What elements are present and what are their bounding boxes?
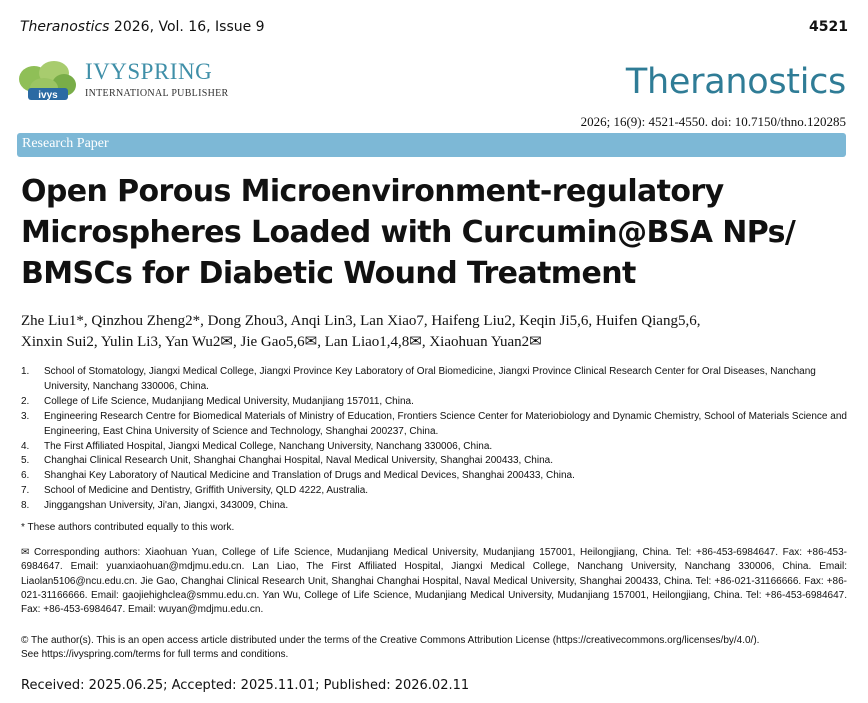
affiliation-item: 8. Jinggangshan University, Ji'an, Jiangxi, 343009, China. [21,500,289,512]
title-line: Open Porous Microenvironment-regulatory [21,174,724,209]
affiliation-list [21,365,851,514]
citation: 2026; 16(9): 4521-4550. doi: 10.7150/thno.120285 [580,114,846,129]
corresponding-authors: ✉ Corresponding authors: Xiaohuan Yuan, College of Life Science, Mudanjiang Medical University, Mudanjiang 157001, Heilongjiang, China. Tel: +86-453-6984647. Fax: +86-453-6984647. Email: yuanxiaohuan@mdjmu.edu.cn. Lan Liao, The First Affiliated Hospital, Jiangxi Medical College, Nanchang University, Nanchang 330006, China. Email: Liaolan5106@ncu.edu.cn. Jie Gao, Changhai Clinical Research Unit, Shanghai Changhai Hospital, Naval Medical University, Shanghai 200433, China. Tel: +86-021-31166666. Fax: +86-021-31166666. Email: gaojiehighclea@smmu.edu.cn. Yan Wu, College of Life Science, Mudanjiang Medical University, Mudanjiang 157001, Heilongjiang, China. Tel: +86-453-6984647. Fax: +86-453-6984647. Email: wuyan@mdjmu.edu.cn. [21,547,847,616]
publisher-name: IVYSPRING [85,59,213,84]
publisher-subtitle: INTERNATIONAL PUBLISHER [85,88,229,99]
equal-contribution-note: * These authors contributed equally to this work. [21,522,235,533]
title-line: BMSCs for Diabetic Wound Treatment [21,256,636,291]
author-line: Zhe Liu1*, Qinzhou Zheng2*, Dong Zhou3, Anqi Lin3, Lan Xiao7, Haifeng Liu2, Keqin Ji5,6, Huifen Qiang5,6, [21,313,701,329]
running-head [20,19,848,39]
title-line: Microspheres Loaded with Curcumin@BSA NPs/ [21,215,796,250]
article-type-bar [17,133,846,157]
page-number: 4521 [809,19,848,35]
paper-title [21,171,841,294]
article-type: Research Paper [22,136,109,151]
affiliation-item: 2. College of Life Science, Mudanjiang Medical University, Mudanjiang 157011, China. [21,395,414,407]
author-line: Xinxin Sui2, Yulin Li3, Yan Wu2✉, Jie Gao5,6✉, Lan Liao1,4,8✉, Xiaohuan Yuan2✉ [21,334,542,350]
running-head-volume: 2026, Vol. 16, Issue 9 [109,19,265,35]
publisher-logo [14,58,229,104]
running-head-journal: Theranostics [20,19,110,35]
license-notice [21,634,847,663]
journal-brand: Theranostics [625,62,846,102]
affiliation-item: 1. School of Stomatology, Jiangxi Medical College, Jiangxi Province Key Laboratory of Oral Biomedicine, Jiangxi Province Clinical Research Center for Oral Diseases, Nanchang University, Nanchang 330006, China. [21,366,816,392]
publication-dates: Received: 2025.06.25; Accepted: 2025.11.01; Published: 2026.02.11 [21,678,470,693]
affiliation-item: 6. Shanghai Key Laboratory of Nautical Medicine and Translation of Drugs and Medical Devices, Shanghai 200433, China. [21,470,575,482]
affiliation-item: 7. School of Medicine and Dentistry, Griffith University, QLD 4222, Australia. [21,485,369,497]
author-list [21,311,851,353]
affiliation-item: 4. The First Affiliated Hospital, Jiangxi Medical College, Nanchang University, Nanchang 330006, China. [21,440,493,452]
svg-text:ivys: ivys [38,90,58,101]
affiliation-item: 5. Changhai Clinical Research Unit, Shanghai Changhai Hospital, Naval Medical University, Shanghai 200433, China. [21,455,553,467]
license-line: See https://ivyspring.com/terms for full terms and conditions. [21,649,289,661]
license-line: © The author(s). This is an open access article distributed under the terms of the Creative Commons Attribution License (https://creativecommons.org/licenses/by/4.0/). [21,635,760,646]
affiliation-item: 3. Engineering Research Centre for Biomedical Materials of Ministry of Education, Frontiers Science Center for Materiobiology and Dynamic Chemistry, School of Materials Science and Engineering, East China University of Science and Technology, Shanghai 200237, China. [21,410,847,437]
ivy-leaf-icon [14,58,82,104]
